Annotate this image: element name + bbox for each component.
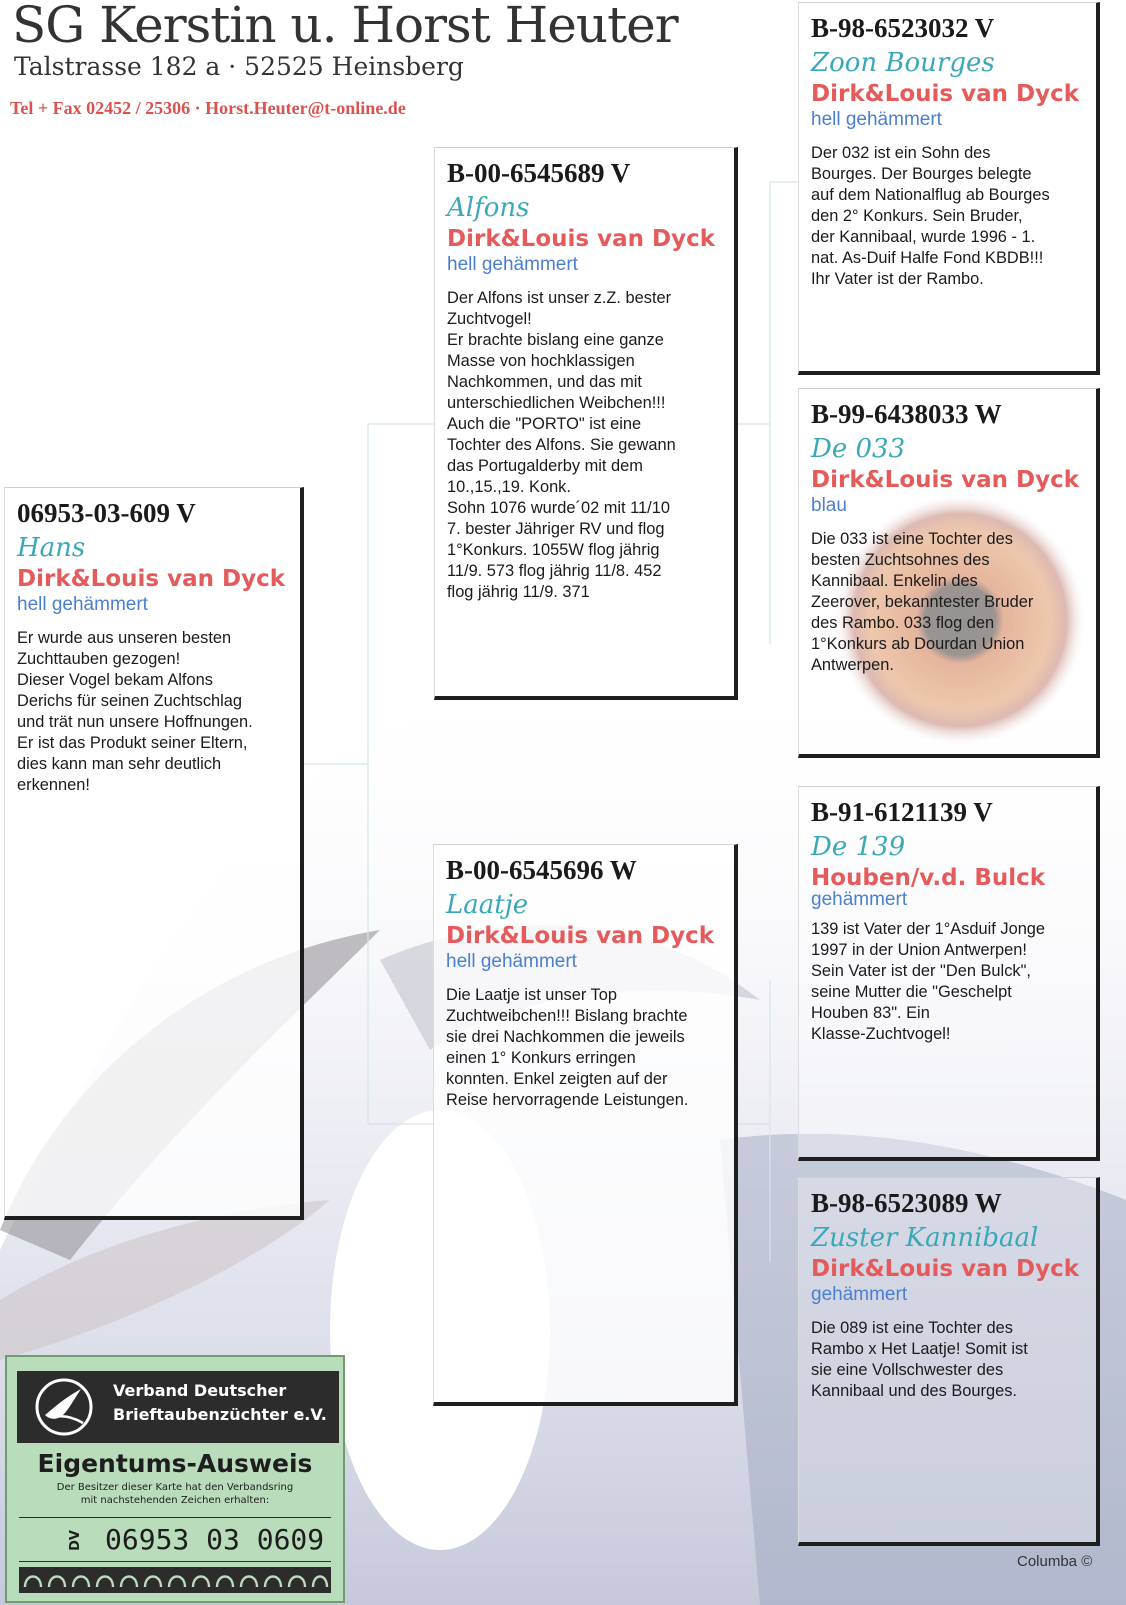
pigeon-card-zoon-bourges (798, 2, 1100, 375)
pigeon-color: gehämmert (811, 1284, 908, 1305)
pigeon-card-de-139 (798, 786, 1100, 1161)
badge-header (17, 1371, 339, 1443)
pigeon-description: Der 032 ist ein Sohn des Bourges. Der Bourges belegte auf dem Nationalflug ab Bourges den 2° Konkurs. Sein Bruder, der Kannibaal, wurde 1996 - 1. nat. As-Duif Halfe Fond KBDB!!! Ihr Vater ist der Rambo. (811, 144, 1050, 288)
breeder-address: Talstrasse 182 a · 52525 Heinsberg (14, 52, 464, 81)
breeder-contact: Tel + Fax 02452 / 25306 · Horst.Heuter@t-online.de (10, 98, 406, 118)
pigeon-breeder: Houben/v.d. Bulck (811, 865, 1046, 891)
pigeon-breeder: Dirk&Louis van Dyck (17, 566, 285, 592)
pigeon-name: Zoon Bourges (811, 48, 995, 78)
pigeon-breeder: Dirk&Louis van Dyck (446, 923, 714, 949)
pigeon-name: De 139 (811, 832, 906, 862)
pigeon-color: hell gehämmert (811, 109, 942, 130)
badge-ring-number: 06953 03 0609 (105, 1523, 325, 1556)
pigeon-description: 139 ist Vater der 1°Asduif Jonge 1997 in der Union Antwerpen! Sein Vater ist der "Den Bulck", seine Mutter die "Geschelpt Houben 83". Ein Klasse-Zuchtvogel! (811, 920, 1046, 1043)
pigeon-color: hell gehämmert (447, 254, 578, 275)
pigeon-color: hell gehämmert (17, 594, 148, 615)
pigeon-name: De 033 (811, 434, 906, 464)
pigeon-breeder: Dirk&Louis van Dyck (811, 467, 1079, 493)
pigeon-color: hell gehämmert (446, 951, 577, 972)
pigeon-description: Er wurde aus unseren besten Zuchttauben gezogen! Dieser Vogel bekam Alfons Derichs für seinen Zuchtschlag und trät nun unsere Hoffnungen. Er ist das Produkt seiner Eltern, dies kann man sehr deutlich erkennen! (17, 629, 253, 794)
ring-number: B-00-6545689 V (447, 158, 631, 188)
ring-number: B-99-6438033 W (811, 399, 1002, 429)
badge-note: Der Besitzer dieser Karte hat den Verbandsring mit nachstehenden Zeichen erhalten: (56, 1482, 294, 1506)
badge-title: Eigentums-Ausweis (37, 1449, 313, 1478)
pigeon-color: gehämmert (811, 889, 908, 910)
pigeon-description: Die 089 ist eine Tochter des Rambo x Het Laatje! Somit ist sie eine Vollschwester des Kannibaal und des Bourges. (811, 1319, 1028, 1400)
pigeon-name: Hans (17, 533, 86, 563)
pigeon-name: Alfons (447, 193, 530, 223)
footer-credit: Columba © (1017, 1553, 1093, 1570)
pigeon-name: Zuster Kannibaal (811, 1223, 1039, 1253)
pigeon-card-laatje (433, 844, 738, 1406)
pigeon-color: blau (811, 495, 847, 516)
pigeon-card-de-033 (798, 388, 1100, 758)
badge-divider (19, 1517, 331, 1518)
ring-number: B-98-6523032 V (811, 13, 995, 43)
pigeon-breeder: Dirk&Louis van Dyck (811, 81, 1079, 107)
breeder-name: SG Kerstin u. Horst Heuter (12, 0, 678, 54)
pigeon-name: Laatje (446, 890, 529, 920)
pigeon-description: Die 033 ist eine Tochter des besten Zuchtsohnes des Kannibaal. Enkelin des Zeerover, bekanntester Bruder des Rambo. 033 flog den 1°Konkurs ab Dourdan Union Antwerpen. (811, 530, 1034, 674)
ownership-id-badge (5, 1355, 345, 1603)
pigeon-card-zuster-kannibaal (798, 1177, 1100, 1546)
ring-number: B-91-6121139 V (811, 797, 993, 827)
badge-pattern (19, 1567, 331, 1593)
pigeon-logo-icon (33, 1377, 95, 1437)
badge-dv: DV (67, 1530, 83, 1551)
pigeon-breeder: Dirk&Louis van Dyck (811, 1256, 1079, 1282)
ring-number: B-00-6545696 W (446, 855, 637, 885)
pigeon-card-hans (4, 487, 304, 1220)
pigeon-description: Die Laatje ist unser Top Zuchtweibchen!!! Bislang brachte sie drei Nachkommen die jeweils einen 1° Konkurs erringen konnten. Enkel zeigten auf der Reise hervorragende Leistungen. (446, 986, 689, 1109)
pigeon-description: Der Alfons ist unser z.Z. bester Zuchtvogel! Er brachte bislang eine ganze Masse von hochklassigen Nachkommen, und das mit unterschiedlichen Weibchen!!! Auch die "PORTO" ist eine Tochter des Alfons. Sie gewann das Portugalderby mit dem 10.,15.,19. Konk. Sohn 1076 wurde´02 mit 11/10 7. bester Jähriger RV und flog 1°Konkurs. 1055W flog jährig 11/9. 573 flog jährig 11/8. 452 flog jährig 11/9. 371 (447, 289, 676, 601)
pigeon-breeder: Dirk&Louis van Dyck (447, 226, 715, 252)
ring-number: 06953-03-609 V (17, 498, 196, 528)
badge-divider (19, 1561, 331, 1562)
pigeon-card-alfons (434, 147, 738, 700)
ring-number: B-98-6523089 W (811, 1188, 1002, 1218)
badge-organization: Verband Deutscher Brieftaubenzüchter e.V. (113, 1381, 327, 1424)
